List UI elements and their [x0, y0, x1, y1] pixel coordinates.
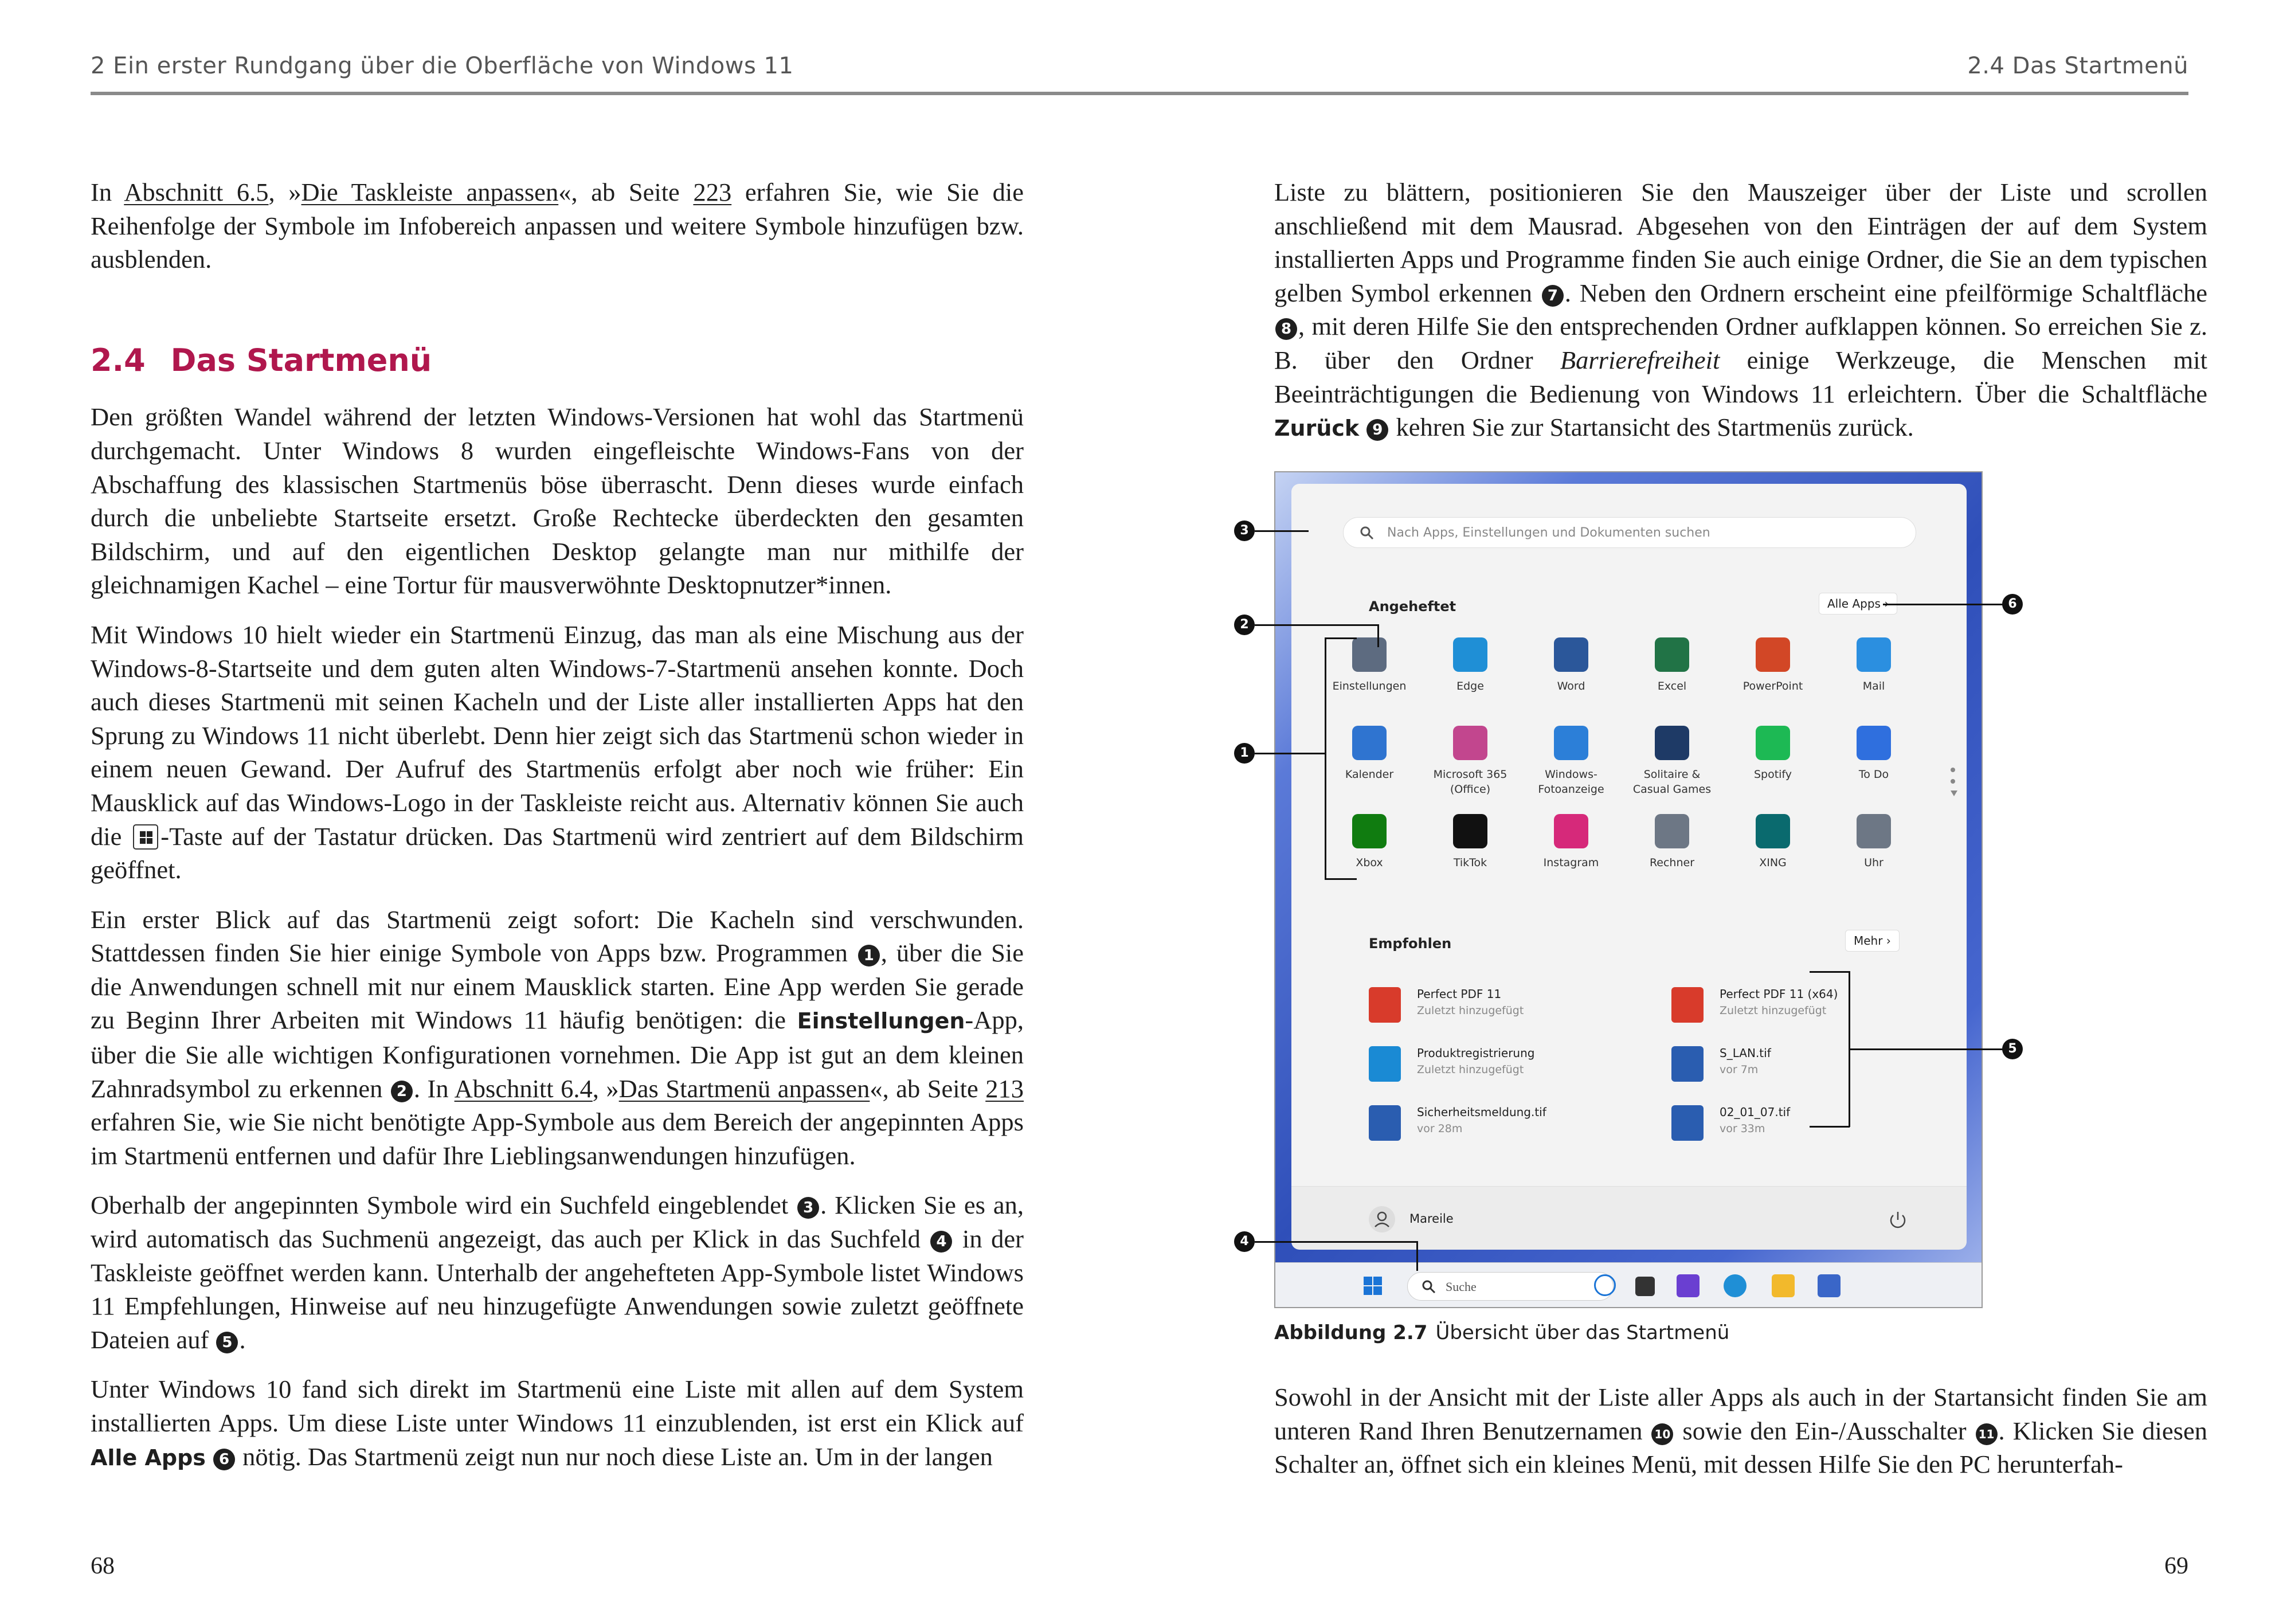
app-label: Rechner	[1649, 856, 1695, 869]
xbox-icon	[1352, 814, 1387, 848]
callout-number: 3	[797, 1197, 819, 1219]
running-head-right: 2.4 Das Startmenü	[1967, 53, 2188, 79]
app-label: Uhr	[1864, 856, 1883, 869]
app-label: Excel	[1657, 680, 1687, 692]
pinned-app[interactable]	[1722, 726, 1823, 782]
text: kehren Sie zur Startansicht des Startmenüs zurück.	[1389, 413, 1914, 442]
link-abschnitt-6-5[interactable]: Abschnitt 6.5	[124, 178, 269, 206]
link-startmenue-anpassen[interactable]: Das Startmenü anpassen	[618, 1074, 870, 1103]
text: , über die Sie die Anwendungen schnell mit nur einem Mausklick starten. Eine App werden Sie gerade zu Beginn Ihrer Arbeiten mit Windows 11 häufig benötigen: die	[91, 938, 1024, 1035]
text: einige Werkzeuge, die Menschen mit Beeinträchtigungen die Bedienung von Windows 11 erleichtern. Über die Schaltfläche	[1274, 345, 2208, 408]
callout-line	[1416, 1241, 1418, 1271]
recommended-subtitle: vor 33m	[1720, 1122, 1765, 1135]
running-head-left: 2 Ein erster Rundgang über die Oberfläche von Windows 11	[91, 53, 794, 79]
search-icon	[1360, 526, 1375, 541]
callout-1: 1	[1234, 743, 1255, 764]
text: Sowohl in der Ansicht mit der Liste aller Apps als auch in der Startansicht finden Sie am unteren Rand Ihren Benutzernamen	[1274, 1383, 2207, 1445]
paragraph-erster-blick	[91, 903, 1024, 1173]
callout-number: 6	[213, 1449, 235, 1470]
taskbar	[1275, 1262, 1983, 1308]
paragraph-benutzername	[1274, 1380, 2207, 1481]
pinned-app[interactable]	[1823, 637, 1924, 694]
photos-icon	[1554, 726, 1588, 760]
text: . Klicken Sie es an, wird automatisch das Suchmenü angezeigt, das auch per Klick in das Suchfeld	[91, 1191, 1024, 1254]
pinned-label: Angeheftet	[1369, 598, 1456, 615]
pinned-app[interactable]	[1823, 726, 1924, 782]
office-icon	[1453, 726, 1487, 760]
callout-number: 4	[930, 1231, 952, 1253]
pinned-app[interactable]	[1420, 726, 1521, 797]
paragraph-wandel: Den größten Wandel während der letzten Windows-Versionen hat wohl das Startmenü durchgemacht. Unter Windows 8 wurden eingefleischte Windows-Fans von der Abschaffung des klassischen Startmenüs böse überrascht. Denn dieses wurde einfach durch die unbeliebte Startseite ersetzt. Große Rechtecke überdeckten den gesamten Bildschirm, und auf den eigentlichen Desktop gelangte man nur mithilfe der gleichnamigen Kachel – eine Tortur für mausverwöhnte Desktopnutzer*innen.	[91, 402, 1024, 600]
text: erfahren Sie, wie Sie nicht benötigte App-Symbole aus dem Bereich der angepinnten Apps im Startmenü entfernen und dafür Ihre Lieblingsanwendungen hinzufügen.	[91, 1108, 1024, 1170]
edge-icon[interactable]	[1724, 1274, 1747, 1297]
section-heading	[91, 344, 1024, 378]
screenshot-startmenu	[1274, 471, 1983, 1308]
recommended-item[interactable]	[1369, 1042, 1667, 1093]
text: Mit Windows 10 hielt wieder ein Startmenü Einzug, das man als eine Mischung aus der Windows-8-Startseite und dem guten alten Windows-7-Startmenü ansehen konnte. Doch auch dieses Startmenü mit seinen Kacheln und der Liste aller installierten Apps hat den Sprung zu Windows 11 nicht überlebt. Denn hier zeigt sich das Startmenü schon wieder in einem neuen Gewand. Der Aufruf des Startmenüs erfolgt aber noch wie früher: Ein Mausklick auf das Windows-Logo in der Taskleiste reicht aus. Alternativ können Sie auch die	[91, 620, 1024, 851]
calendar-icon	[1352, 726, 1387, 760]
text: -App, über die Sie alle wichtigen Konfigurationen vornehmen. Die App ist gut an dem kleinen Zahnradsymbol zu erkennen	[91, 1005, 1024, 1103]
taskbar-search-box[interactable]	[1407, 1272, 1614, 1301]
recommended-title: Perfect PDF 11 (x64)	[1720, 987, 1838, 1001]
callout-line	[1850, 1048, 2003, 1050]
callout-number: 5	[216, 1332, 238, 1353]
app-label: Instagram	[1543, 856, 1599, 869]
callout-bracket	[1810, 1126, 1850, 1128]
pinned-app[interactable]	[1521, 637, 1622, 694]
app-label: Windows- Fotoanzeige	[1538, 768, 1604, 796]
text: «, ab Seite	[558, 178, 694, 206]
page-number-right: 69	[2164, 1553, 2188, 1579]
pdf-icon	[1671, 987, 1704, 1023]
instagram-icon	[1554, 814, 1588, 848]
explorer-icon[interactable]	[1772, 1274, 1795, 1297]
left-text-column	[91, 175, 1024, 1490]
mail-icon	[1857, 637, 1891, 672]
recommended-subtitle: Zuletzt hinzugefügt	[1720, 1004, 1827, 1017]
app-label: Xbox	[1356, 856, 1383, 869]
store-icon[interactable]	[1818, 1274, 1841, 1297]
paragraph-suchfeld	[91, 1188, 1024, 1356]
text: in der Taskleiste geöffnet werden kann. Unterhalb der angehefteten App-Symbole listet Windows 11 Empfehlungen, Hinweise auf neu hinzugefügte Anwendungen sowie zuletzt geöffnete Dateien auf	[91, 1224, 1024, 1354]
callout-2: 2	[1234, 615, 1255, 635]
pinned-app[interactable]	[1319, 814, 1420, 870]
app-label: Solitaire & Casual Games	[1632, 768, 1712, 796]
chevron-right-icon: ›	[1886, 934, 1891, 948]
windows-start-icon[interactable]	[1361, 1274, 1384, 1297]
text: -Taste auf der Tastatur drücken. Das Startmenü wird zentriert auf dem Bildschirm geöffnet.	[91, 821, 1024, 885]
callout-line	[1255, 624, 1377, 626]
recommended-subtitle: vor 28m	[1417, 1122, 1463, 1135]
recommended-item[interactable]	[1671, 983, 1969, 1034]
recommended-title: Produktregistrierung	[1417, 1046, 1535, 1060]
pinned-app[interactable]	[1722, 814, 1823, 870]
right-text-column-bottom	[1274, 1380, 2207, 1497]
xing-icon	[1756, 814, 1790, 848]
user-bar	[1291, 1186, 1967, 1250]
callout-6: 6	[2002, 594, 2023, 615]
recommended-label: Empfohlen	[1369, 936, 1452, 952]
search-placeholder: Nach Apps, Einstellungen und Dokumenten suchen	[1387, 526, 1710, 540]
text: , »	[592, 1074, 619, 1103]
callout-bracket	[1325, 878, 1357, 880]
app-label: Microsoft 365 (Office)	[1433, 768, 1507, 796]
search-icon	[1422, 1279, 1436, 1294]
pinned-app[interactable]	[1319, 726, 1420, 782]
pinned-app[interactable]	[1622, 637, 1722, 694]
callout-number: 7	[1542, 285, 1564, 307]
recommended-title: S_LAN.tif	[1720, 1046, 1771, 1060]
all-apps-label: Alle Apps	[1827, 597, 1881, 611]
callout-bracket	[1849, 971, 1850, 1127]
callout-number: 8	[1275, 318, 1297, 340]
pinned-app[interactable]	[1622, 814, 1722, 870]
ie-icon	[1369, 1046, 1401, 1082]
text: .	[239, 1325, 246, 1354]
paragraph-liste	[1274, 175, 2207, 445]
text: . Neben den Ordnern erscheint eine pfeilförmige Schaltfläche	[1564, 278, 2207, 307]
text: erfahren Sie, wie Sie die Reihenfolge der Symbole im Infobereich anpassen und weitere Symbole hinzufügen bzw. ausblenden.	[91, 178, 1024, 274]
callout-number: 1	[858, 945, 880, 966]
file-icon	[1671, 1105, 1704, 1141]
recommended-title: 02_01_07.tif	[1720, 1105, 1791, 1119]
app-label: TikTok	[1453, 856, 1487, 869]
more-button[interactable]	[1845, 930, 1900, 952]
app-label: Kalender	[1345, 768, 1394, 781]
text: , mit deren Hilfe Sie den entsprechenden Ordner aufklappen können. So erreichen Sie z. B. über den Ordner	[1274, 312, 2207, 374]
clock-icon	[1857, 814, 1891, 848]
right-text-column-top	[1274, 175, 2207, 461]
text: . Klicken Sie diesen Schalter an, öffnet sich ein kleines Menü, mit dessen Hilfe Sie den PC herunterfah-	[1274, 1416, 2207, 1479]
text: In	[91, 178, 124, 206]
callout-line	[1255, 530, 1309, 532]
pinned-app[interactable]	[1420, 637, 1521, 694]
text: Liste zu blättern, positionieren Sie den Mauszeiger über der Liste und scrollen anschließend mit dem Mausrad. Abgesehen von den Einträgen der auf dem System installierten Apps und Programme finden Sie auch einige Ordner, die Sie an dem typischen gelben Symbol erkennen	[1274, 178, 2207, 307]
start-menu	[1291, 484, 1967, 1249]
ui-term: Alle Apps	[91, 1445, 206, 1470]
caption-label: Abbildung 2.7	[1274, 1321, 1428, 1344]
paragraph-windows10	[91, 618, 1024, 887]
tiktok-icon	[1453, 814, 1487, 848]
more-label: Mehr	[1854, 934, 1883, 948]
edge-icon	[1453, 637, 1487, 672]
recommended-title: Perfect PDF 11	[1417, 987, 1502, 1001]
taskbar-search-label: Suche	[1446, 1279, 1477, 1294]
pdf-icon	[1369, 987, 1401, 1023]
emphasis: Barrierefreiheit	[1560, 345, 1720, 374]
app-label: Spotify	[1753, 768, 1792, 781]
task-view-icon[interactable]	[1635, 1277, 1655, 1296]
text: Oberhalb der angepinnten Symbole wird ein Suchfeld eingeblendet	[91, 1191, 797, 1220]
section-number: 2.4	[91, 342, 146, 378]
callout-number: 11	[1976, 1423, 1998, 1445]
callout-bracket	[1325, 637, 1357, 639]
user-name[interactable]: Mareile	[1409, 1212, 1454, 1226]
pinned-app[interactable]	[1420, 814, 1521, 870]
callout-line	[1255, 1241, 1417, 1243]
pinned-app[interactable]	[1521, 814, 1622, 870]
figure-caption	[1274, 1321, 1729, 1344]
paragraph-alle-apps	[91, 1372, 1024, 1474]
text: , »	[268, 178, 301, 206]
app-label: Edge	[1456, 680, 1484, 692]
callout-4: 4	[1234, 1231, 1255, 1252]
app-label: XING	[1759, 856, 1787, 869]
text: sowie den Ein-/Ausschalter	[1674, 1416, 1975, 1445]
powerpoint-icon	[1756, 637, 1790, 672]
page-number-left: 68	[91, 1553, 115, 1579]
recommended-subtitle: Zuletzt hinzugefügt	[1417, 1004, 1524, 1017]
file-icon	[1671, 1046, 1704, 1082]
page-dots[interactable]	[1951, 768, 1957, 796]
pinned-app[interactable]	[1823, 814, 1924, 870]
callout-number: 9	[1366, 419, 1388, 441]
header-rule	[91, 92, 1140, 95]
link-taskleiste-anpassen[interactable]: Die Taskleiste anpassen	[301, 178, 559, 206]
power-icon[interactable]	[1888, 1210, 1908, 1230]
app-label: Einstellungen	[1332, 680, 1407, 692]
app-label: To Do	[1858, 768, 1889, 781]
recommended-item[interactable]	[1369, 1101, 1667, 1152]
callout-line	[1883, 604, 2003, 605]
caption-text: Übersicht über das Startmenü	[1435, 1321, 1730, 1344]
calculator-icon	[1655, 814, 1689, 848]
app-label: Word	[1557, 680, 1585, 692]
recommended-subtitle: vor 7m	[1720, 1063, 1759, 1076]
recommended-item[interactable]	[1369, 983, 1667, 1034]
callout-number: 10	[1651, 1423, 1673, 1445]
section-title: Das Startmenü	[170, 342, 432, 378]
pinned-app[interactable]	[1521, 726, 1622, 797]
gear-icon	[1352, 637, 1387, 672]
spotify-icon	[1756, 726, 1790, 760]
text: Unter Windows 10 fand sich direkt im Startmenü eine Liste mit allen auf dem System installierten Apps. Um diese Liste unter Windows 11 einzublenden, ist erst ein Klick auf	[91, 1375, 1024, 1437]
link-abschnitt-6-4[interactable]: Abschnitt 6.4	[454, 1074, 593, 1103]
link-seite-223[interactable]: 223	[693, 178, 732, 206]
windows-key-icon	[133, 824, 158, 850]
callout-bracket	[1810, 971, 1850, 973]
user-avatar-icon[interactable]	[1369, 1206, 1395, 1232]
paragraph-taskleiste	[91, 175, 1024, 276]
callout-number: 2	[391, 1081, 413, 1102]
chat-icon[interactable]	[1677, 1274, 1700, 1297]
pinned-app[interactable]	[1722, 637, 1823, 694]
pinned-app[interactable]	[1319, 637, 1420, 694]
callout-bracket	[1325, 637, 1326, 879]
file-icon	[1369, 1105, 1401, 1141]
ui-term: Einstellungen	[797, 1008, 965, 1034]
cards-icon	[1655, 726, 1689, 760]
figure-startmenu	[1240, 471, 2017, 1308]
excel-icon	[1655, 637, 1689, 672]
text: «, ab Seite	[870, 1074, 986, 1103]
ui-term: Zurück	[1274, 416, 1360, 441]
pinned-app[interactable]	[1622, 726, 1722, 797]
link-seite-213[interactable]: 213	[985, 1074, 1024, 1103]
app-label: PowerPoint	[1742, 680, 1803, 692]
header-rule	[1140, 92, 2188, 95]
callout-line	[1377, 624, 1379, 647]
word-icon	[1554, 637, 1588, 672]
callout-line	[1255, 753, 1326, 754]
recommended-title: Sicherheitsmeldung.tif	[1417, 1105, 1546, 1119]
start-search-box[interactable]	[1343, 517, 1916, 548]
app-label: Mail	[1862, 680, 1885, 692]
text: nötig. Das Startmenü zeigt nun nur noch diese Liste an. Um in der langen	[236, 1442, 993, 1471]
check-icon	[1857, 726, 1891, 760]
callout-3: 3	[1234, 521, 1255, 541]
recommended-subtitle: Zuletzt hinzugefügt	[1417, 1063, 1524, 1076]
text: . In	[413, 1074, 455, 1103]
bing-icon[interactable]	[1594, 1274, 1616, 1296]
callout-5: 5	[2002, 1039, 2023, 1059]
text: Ein erster Blick auf das Startmenü zeigt sofort: Die Kacheln sind verschwunden. Stattdessen finden Sie hier einige Symbole von Apps bzw. Programmen	[91, 905, 1024, 968]
